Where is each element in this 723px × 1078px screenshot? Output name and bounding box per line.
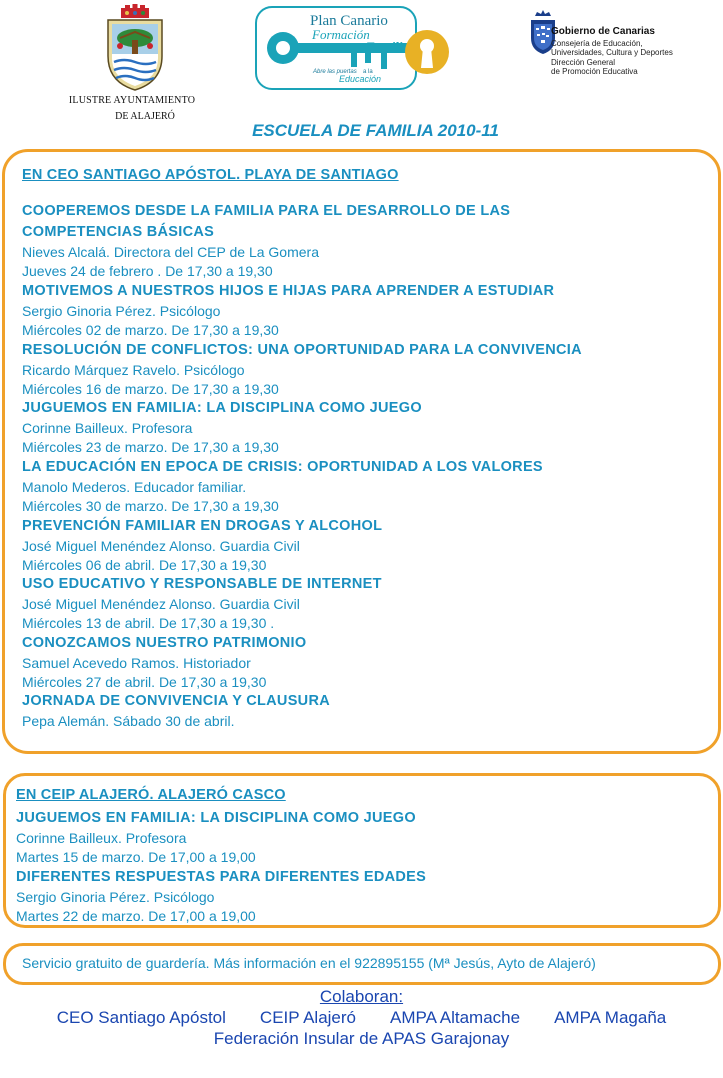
- page-title: ESCUELA DE FAMILIA 2010-11: [252, 121, 499, 140]
- plan-canario-logo: [255, 6, 451, 90]
- session-date: Miércoles 13 de abril. De 17,30 a 19,30 .: [22, 615, 275, 631]
- colaborador-federacion: Federación Insular de APAS Garajonay: [213, 1029, 510, 1048]
- session-speaker: Corinne Bailleux. Profesora: [16, 830, 187, 846]
- session-date: Jueves 24 de febrero . De 17,30 a 19,30: [22, 263, 273, 279]
- session-speaker: Corinne Bailleux. Profesora: [22, 420, 193, 436]
- session-item: [22, 398, 422, 457]
- session-item: [22, 574, 382, 633]
- session-title: JORNADA DE CONVIVENCIA Y CLAUSURA: [22, 693, 330, 709]
- gobierno-consejeria-line1: Consejería de Educación,: [551, 39, 643, 48]
- session-date: Miércoles 16 de marzo. De 17,30 a 19,30: [22, 381, 279, 397]
- colaboran-title: Colaboran:: [319, 987, 404, 1006]
- session-date: Miércoles 06 de abril. De 17,30 a 19,30: [22, 557, 267, 573]
- session-item: [22, 516, 382, 575]
- colaborador-item: AMPA Altamache: [390, 1008, 521, 1027]
- session-speaker: Pepa Alemán. Sábado 30 de abril.: [22, 713, 235, 729]
- session-title: RESOLUCIÓN DE CONFLICTOS: UNA OPORTUNIDAD PARA LA CONVIVENCIA: [22, 342, 582, 358]
- session-title: JUGUEMOS EN FAMILIA: LA DISCIPLINA COMO JUEGO: [16, 810, 416, 826]
- session-item: [22, 281, 554, 340]
- session-item: [22, 633, 306, 692]
- session-title: LA EDUCACIÓN EN EPOCA DE CRISIS: OPORTUNIDAD A LOS VALORES: [22, 459, 543, 475]
- gobierno-canarias-name: Gobierno de Canarias: [551, 26, 655, 37]
- session-item: [22, 340, 582, 399]
- plan-sub1: Formación: [312, 27, 370, 42]
- colaborador-item: CEO Santiago Apóstol: [56, 1008, 226, 1027]
- session-title: COOPEREMOS DESDE LA FAMILIA PARA EL DESARROLLO DE LAS: [22, 203, 511, 219]
- ayuntamiento-location: DE ALAJERÓ: [115, 111, 175, 122]
- keyhole-icon: [405, 30, 449, 74]
- session-title: PREVENCIÓN FAMILIAR EN DROGAS Y ALCOHOL: [22, 518, 383, 534]
- session-speaker: Manolo Mederos. Educador familiar.: [22, 479, 247, 495]
- session-speaker: Ricardo Márquez Ravelo. Psicólogo: [22, 362, 245, 378]
- session-speaker: José Miguel Menéndez Alonso. Guardia Civil: [22, 538, 300, 554]
- session-date: Miércoles 30 de marzo. De 17,30 a 19,30: [22, 498, 279, 514]
- session-item: [16, 808, 416, 867]
- session-date: Miércoles 23 de marzo. De 17,30 a 19,30: [22, 439, 279, 455]
- session-speaker: José Miguel Menéndez Alonso. Guardia Civil: [22, 596, 300, 612]
- ayuntamiento-coat-of-arms-icon: [100, 4, 170, 94]
- session-item: [22, 201, 510, 281]
- session-title: MOTIVEMOS A NUESTROS HIJOS E HIJAS PARA APRENDER A ESTUDIAR: [22, 283, 555, 299]
- colaborador-item: AMPA Magaña: [554, 1008, 667, 1027]
- venue2-title: EN CEIP ALAJERÓ. ALAJERÓ CASCO: [16, 787, 286, 803]
- session-title: CONOZCAMOS NUESTRO PATRIMONIO: [22, 635, 307, 651]
- gobierno-consejeria-line2: Universidades, Cultura y Deportes: [551, 48, 673, 57]
- session-item: [22, 691, 330, 731]
- session-speaker: Samuel Acevedo Ramos. Historiador: [22, 655, 251, 671]
- plan-tag2-small: a la: [363, 69, 373, 75]
- plan-tag1: Abre las puertas: [313, 69, 357, 75]
- session-date: Martes 15 de marzo. De 17,00 a 19,00: [16, 849, 256, 865]
- colaborador-item: CEIP Alajeró: [259, 1008, 356, 1027]
- gobierno-direccion-line1: Dirección General: [551, 58, 616, 67]
- ayuntamiento-name: ILUSTRE AYUNTAMIENTO: [68, 95, 196, 106]
- session-speaker: Sergio Ginoria Pérez. Psicólogo: [16, 889, 215, 905]
- session-title: DIFERENTES RESPUESTAS PARA DIFERENTES EDADES: [16, 869, 427, 885]
- session-title: JUGUEMOS EN FAMILIA: LA DISCIPLINA COMO JUEGO: [22, 400, 422, 416]
- session-speaker: Sergio Ginoria Pérez. Psicólogo: [22, 303, 221, 319]
- colaboran-list: [0, 1008, 723, 1028]
- session-item: [22, 457, 543, 516]
- plan-tag2: Educación: [339, 74, 382, 84]
- session-date: Martes 22 de marzo. De 17,00 a 19,00: [16, 908, 256, 924]
- session-title-cont: COMPETENCIAS BÁSICAS: [22, 224, 215, 240]
- session-title: USO EDUCATIVO Y RESPONSABLE DE INTERNET: [22, 576, 382, 592]
- service-note: Servicio gratuito de guardería. Más información en el 922895155 (Mª Jesús, Ayto de Alajeró): [22, 955, 596, 971]
- plan-title: Plan Canario: [310, 13, 388, 29]
- session-item: [16, 867, 426, 926]
- venue1-title: EN CEO SANTIAGO APÓSTOL. PLAYA DE SANTIAGO: [22, 167, 399, 183]
- gobierno-direccion-line2: de Promoción Educativa: [551, 67, 638, 76]
- session-speaker: Nieves Alcalá. Directora del CEP de La Gomera: [22, 244, 319, 260]
- session-date: Miércoles 02 de marzo. De 17,30 a 19,30: [22, 322, 279, 338]
- session-date: Miércoles 27 de abril. De 17,30 a 19,30: [22, 674, 267, 690]
